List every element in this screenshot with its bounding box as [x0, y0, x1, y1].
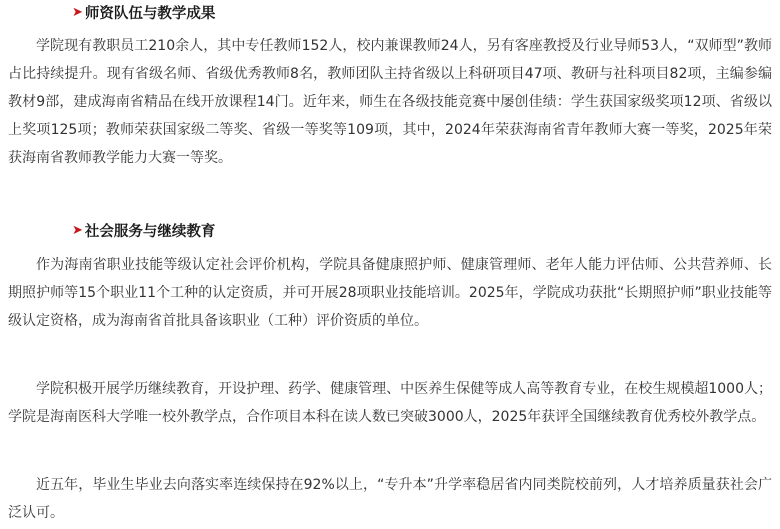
paragraph-graduate-outcomes: 近五年，毕业生毕业去向落实率连续保持在92%以上，“专升本”升学率稳居省内同类院校前列，人才培养质量获社会广泛认可。 [8, 477, 772, 521]
arrow-marker-icon: ➤ [72, 222, 83, 238]
section-heading-text: 社会服务与继续教育 [84, 223, 216, 240]
paragraph-faculty: 学院现有教职员工210余人，其中专任教师152人，校内兼课教师24人，另有客座教授及行业导师53人，“双师型”教师占比持续提升。现有省级名师、省级优秀教师8名，教师团队主持省级以上科研项目47项、教研与社科项目82项，主编参编教材9部，建成海南省精品在线开放课程14门。近年来，师生在各级技能竞赛中屡创佳绩：学生获国家级奖项12项、省级以上奖项125项；教师荣获国家级二等奖、省级一等奖等109项，其中，2024年荣获海南省青年教师大赛一等奖，2025年荣获海南省教师教学能力大赛一等奖。 [8, 38, 772, 166]
paragraph-skill-certification: 作为海南省职业技能等级认定社会评价机构，学院具备健康照护师、健康管理师、老年人能力评估师、公共营养师、长期照护师等15个职业11个工种的认定资质，并可开展28项职业技能培训。2025年，学院成功获批“长期照护师”职业技能等级认定资格，成为海南省首批具备该职业（工种）评价资质的单位。 [8, 257, 772, 329]
arrow-marker-icon: ➤ [72, 4, 83, 20]
section-heading-social-service [72, 219, 215, 241]
paragraph-continuing-education: 学院积极开展学历继续教育，开设护理、药学、健康管理、中医养生保健等成人高等教育专业，在校生规模超1000人；学院是海南医科大学唯一校外教学点，合作项目本科在读人数已突破3000人，2025年获评全国继续教育优秀校外教学点。 [8, 381, 772, 425]
section-heading-text: 师资队伍与教学成果 [84, 5, 216, 22]
section-heading-faculty [72, 1, 215, 23]
